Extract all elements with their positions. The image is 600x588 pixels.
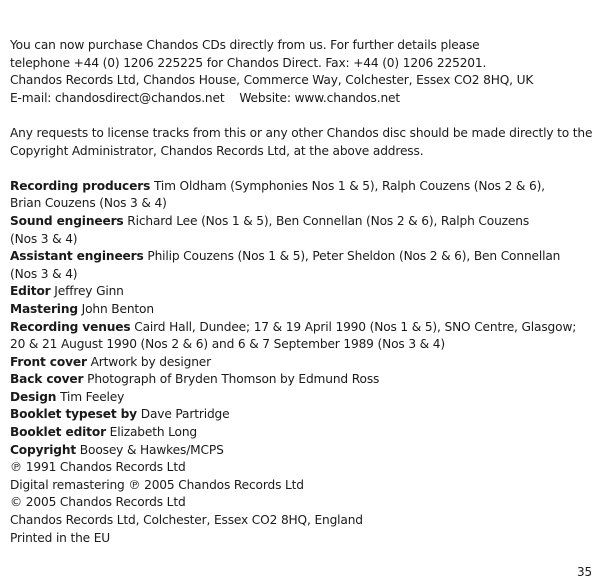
credit-value-continued: 20 & 21 August 1990 (Nos 2 & 6) and 6 & 7 September 1989 (Nos 3 & 4)	[10, 337, 445, 352]
credit-copyright	[10, 442, 595, 460]
credit-value-continued: (Nos 3 & 4)	[10, 231, 78, 246]
credit-value: Caird Hall, Dundee; 17 & 19 April 1990 (Nos 1 & 5), SNO Centre, Glasgow;	[134, 319, 577, 334]
credit-label: Recording producers	[10, 178, 151, 193]
page-number: 35	[577, 565, 592, 579]
credit-sound-engineers	[10, 213, 595, 231]
credit-label: Back cover	[10, 372, 84, 387]
credit-label: Editor	[10, 284, 51, 299]
license-line: Copyright Administrator, Chandos Records Ltd, at the above address.	[10, 143, 424, 158]
spacer	[10, 107, 595, 125]
credit-value: Photograph of Bryden Thomson by Edmund Ross	[87, 372, 380, 387]
remastering-line: Digital remastering ℗ 2005 Chandos Records Ltd	[10, 477, 304, 492]
credit-label: Design	[10, 389, 57, 404]
credit-label: Booklet typeset by	[10, 407, 137, 422]
credit-recording-producers	[10, 178, 595, 196]
credit-label: Assistant engineers	[10, 249, 144, 264]
credit-value: Dave Partridge	[140, 407, 230, 422]
license-line: Any requests to license tracks from this or any other Chandos disc should be made directly to the	[10, 125, 593, 140]
company-address-line: Chandos Records Ltd, Colchester, Essex CO2 8HQ, England	[10, 513, 363, 528]
printed-in-line: Printed in the EU	[10, 530, 111, 545]
credit-value-continued: Brian Couzens (Nos 3 & 4)	[10, 196, 167, 211]
credit-mastering	[10, 301, 595, 319]
email-text: E-mail: chandosdirect@chandos.net	[10, 90, 225, 105]
credit-value: Boosey & Hawkes/MCPS	[79, 442, 224, 457]
credit-label: Mastering	[10, 301, 78, 316]
copyright-line: © 2005 Chandos Records Ltd	[10, 495, 186, 510]
credit-value: Tim Oldham (Symphonies Nos 1 & 5), Ralph Couzens (Nos 2 & 6),	[153, 178, 545, 193]
credits-block	[10, 178, 595, 460]
contact-email-website-line	[10, 90, 595, 108]
contact-line: You can now purchase Chandos CDs directly from us. For further details please	[10, 38, 480, 52]
credit-assistant-engineers	[10, 248, 595, 266]
credit-value-continued: (Nos 3 & 4)	[10, 266, 78, 281]
contact-address-line: Chandos Records Ltd, Chandos House, Commerce Way, Colchester, Essex CO2 8HQ, UK	[10, 73, 534, 88]
booklet-page	[10, 37, 595, 547]
phonographic-copyright-line: ℗ 1991 Chandos Records Ltd	[10, 460, 186, 475]
spacer	[10, 160, 595, 178]
credit-value: Elizabeth Long	[109, 425, 198, 440]
credit-value: Artwork by designer	[90, 354, 211, 369]
credit-label: Copyright	[10, 442, 77, 457]
license-block	[10, 125, 595, 160]
credit-back-cover	[10, 371, 595, 389]
credit-label: Booklet editor	[10, 425, 106, 440]
credit-editor	[10, 283, 595, 301]
credit-value: Jeffrey Ginn	[54, 284, 124, 299]
credit-label: Recording venues	[10, 319, 131, 334]
rights-block	[10, 459, 595, 547]
credit-label: Front cover	[10, 354, 87, 369]
credit-value: Philip Couzens (Nos 1 & 5), Peter Sheldon (Nos 2 & 6), Ben Connellan	[147, 249, 561, 264]
credit-front-cover	[10, 354, 595, 372]
credit-booklet-typeset	[10, 406, 595, 424]
credit-booklet-editor	[10, 424, 595, 442]
contact-block	[10, 37, 595, 107]
credit-label: Sound engineers	[10, 213, 124, 228]
credit-value: Tim Feeley	[60, 389, 125, 404]
website-text: Website: www.chandos.net	[239, 90, 401, 105]
credit-value: Richard Lee (Nos 1 & 5), Ben Connellan (Nos 2 & 6), Ralph Couzens	[127, 213, 530, 228]
credit-recording-venues	[10, 319, 595, 337]
credit-value: John Benton	[81, 301, 154, 316]
credit-design	[10, 389, 595, 407]
contact-telephone-line: telephone +44 (0) 1206 225225 for Chandos Direct. Fax: +44 (0) 1206 225201.	[10, 55, 487, 70]
